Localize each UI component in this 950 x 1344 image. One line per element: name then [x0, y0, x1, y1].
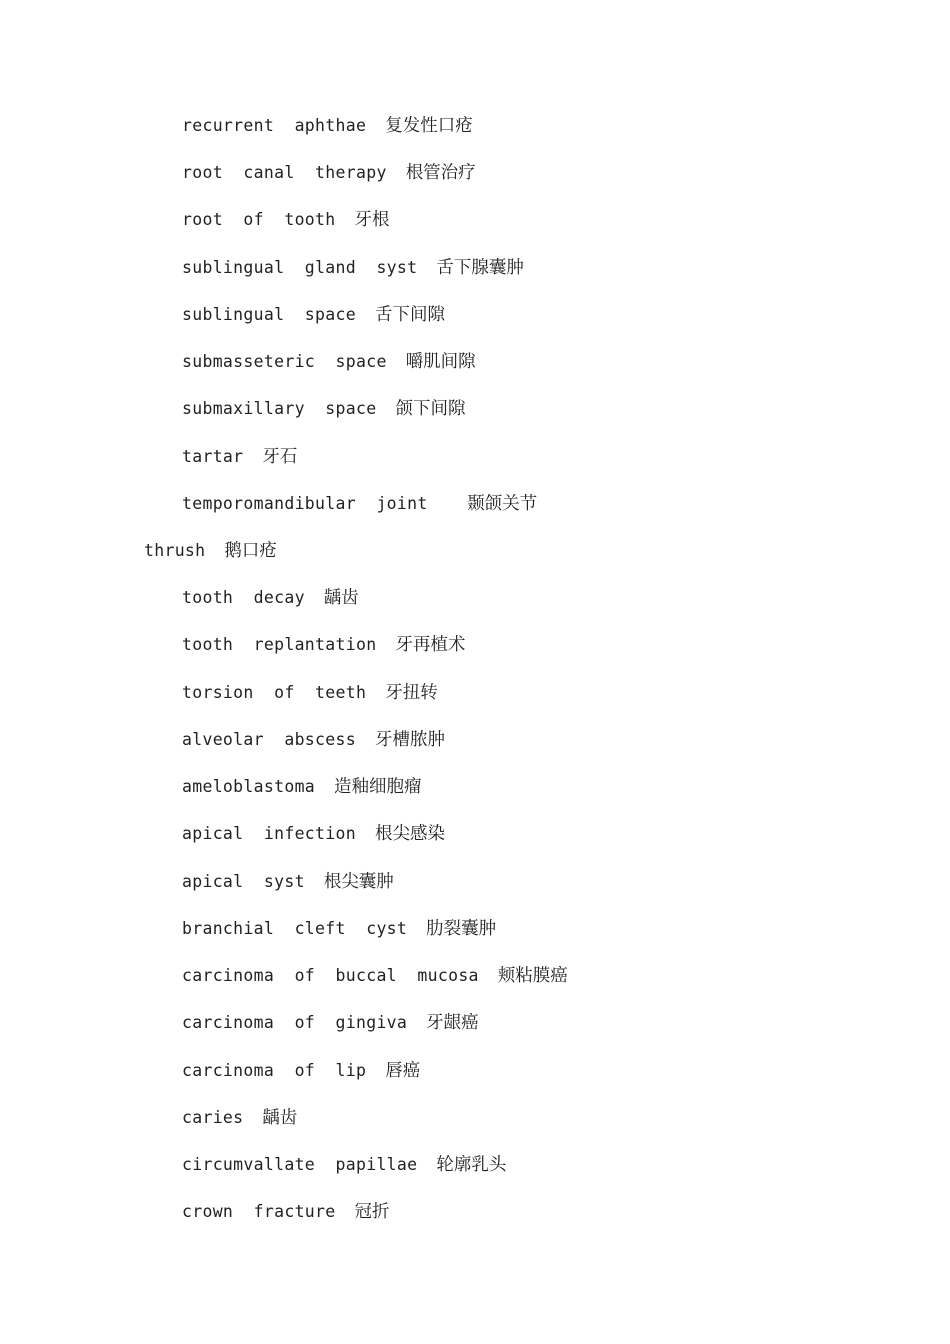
list-item [182, 1010, 479, 1036]
list-item [182, 1152, 506, 1178]
chinese-gloss: 牙龈癌 [426, 1013, 479, 1033]
english-term: submasseteric space [182, 352, 387, 371]
chinese-gloss: 牙扭转 [385, 683, 438, 703]
list-item [182, 1105, 297, 1131]
chinese-gloss: 牙石 [262, 447, 298, 467]
english-term: tooth replantation [182, 635, 377, 654]
chinese-gloss: 颌下间隙 [395, 399, 466, 419]
chinese-gloss: 唇癌 [385, 1061, 421, 1081]
list-item [182, 491, 537, 517]
list-item [182, 255, 524, 281]
english-term: tartar [182, 447, 244, 466]
chinese-gloss: 牙槽脓肿 [374, 730, 445, 750]
chinese-gloss: 根管治疗 [405, 163, 476, 183]
chinese-gloss: 根尖囊肿 [323, 872, 394, 892]
english-term: apical syst [182, 872, 305, 891]
list-item [182, 727, 445, 753]
english-term: circumvallate papillae [182, 1155, 418, 1174]
chinese-gloss: 嚼肌间隙 [405, 352, 476, 372]
list-item [182, 113, 473, 139]
english-term: carcinoma of lip [182, 1061, 367, 1080]
english-term: torsion of teeth [182, 683, 367, 702]
list-item [182, 302, 445, 328]
list-item [182, 963, 568, 989]
english-term: branchial cleft cyst [182, 919, 408, 938]
chinese-gloss: 鹅口疮 [224, 541, 277, 561]
chinese-gloss: 冠折 [354, 1202, 390, 1222]
english-term: crown fracture [182, 1202, 336, 1221]
chinese-gloss: 牙再植术 [395, 635, 466, 655]
english-term: caries [182, 1108, 244, 1127]
list-item [182, 444, 297, 470]
chinese-gloss: 颊粘膜癌 [497, 966, 568, 986]
english-term: sublingual space [182, 305, 356, 324]
english-term: ameloblastoma [182, 777, 316, 796]
chinese-gloss: 牙根 [354, 210, 390, 230]
english-term: temporomandibular joint [182, 494, 449, 513]
chinese-gloss: 复发性口疮 [385, 116, 473, 136]
english-term: thrush [144, 541, 206, 560]
chinese-gloss: 肋裂囊肿 [426, 919, 497, 939]
chinese-gloss: 造釉细胞瘤 [334, 777, 422, 797]
list-item [182, 1199, 390, 1225]
list-item [182, 1058, 420, 1084]
list-item [182, 869, 394, 895]
list-item [182, 632, 465, 658]
list-item [182, 349, 476, 375]
list-item [182, 160, 476, 186]
english-term: apical infection [182, 824, 356, 843]
english-term: tooth decay [182, 588, 305, 607]
chinese-gloss: 龋齿 [262, 1108, 298, 1128]
english-term: alveolar abscess [182, 730, 356, 749]
english-term: root canal therapy [182, 163, 387, 182]
chinese-gloss: 龋齿 [323, 588, 359, 608]
english-term: root of tooth [182, 210, 336, 229]
chinese-gloss: 舌下腺囊肿 [436, 258, 524, 278]
english-term: carcinoma of gingiva [182, 1013, 408, 1032]
chinese-gloss: 颞颌关节 [467, 494, 538, 514]
list-item [182, 585, 359, 611]
english-term: recurrent aphthae [182, 116, 367, 135]
list-item [182, 916, 496, 942]
chinese-gloss: 舌下间隙 [374, 305, 445, 325]
list-item [144, 538, 277, 564]
list-item [182, 207, 390, 233]
list-item [182, 680, 438, 706]
list-item [182, 821, 445, 847]
list-item [182, 396, 465, 422]
chinese-gloss: 轮廓乳头 [436, 1155, 507, 1175]
english-term: carcinoma of buccal mucosa [182, 966, 479, 985]
chinese-gloss: 根尖感染 [374, 824, 445, 844]
english-term: submaxillary space [182, 399, 377, 418]
list-item [182, 774, 422, 800]
english-term: sublingual gland syst [182, 258, 418, 277]
